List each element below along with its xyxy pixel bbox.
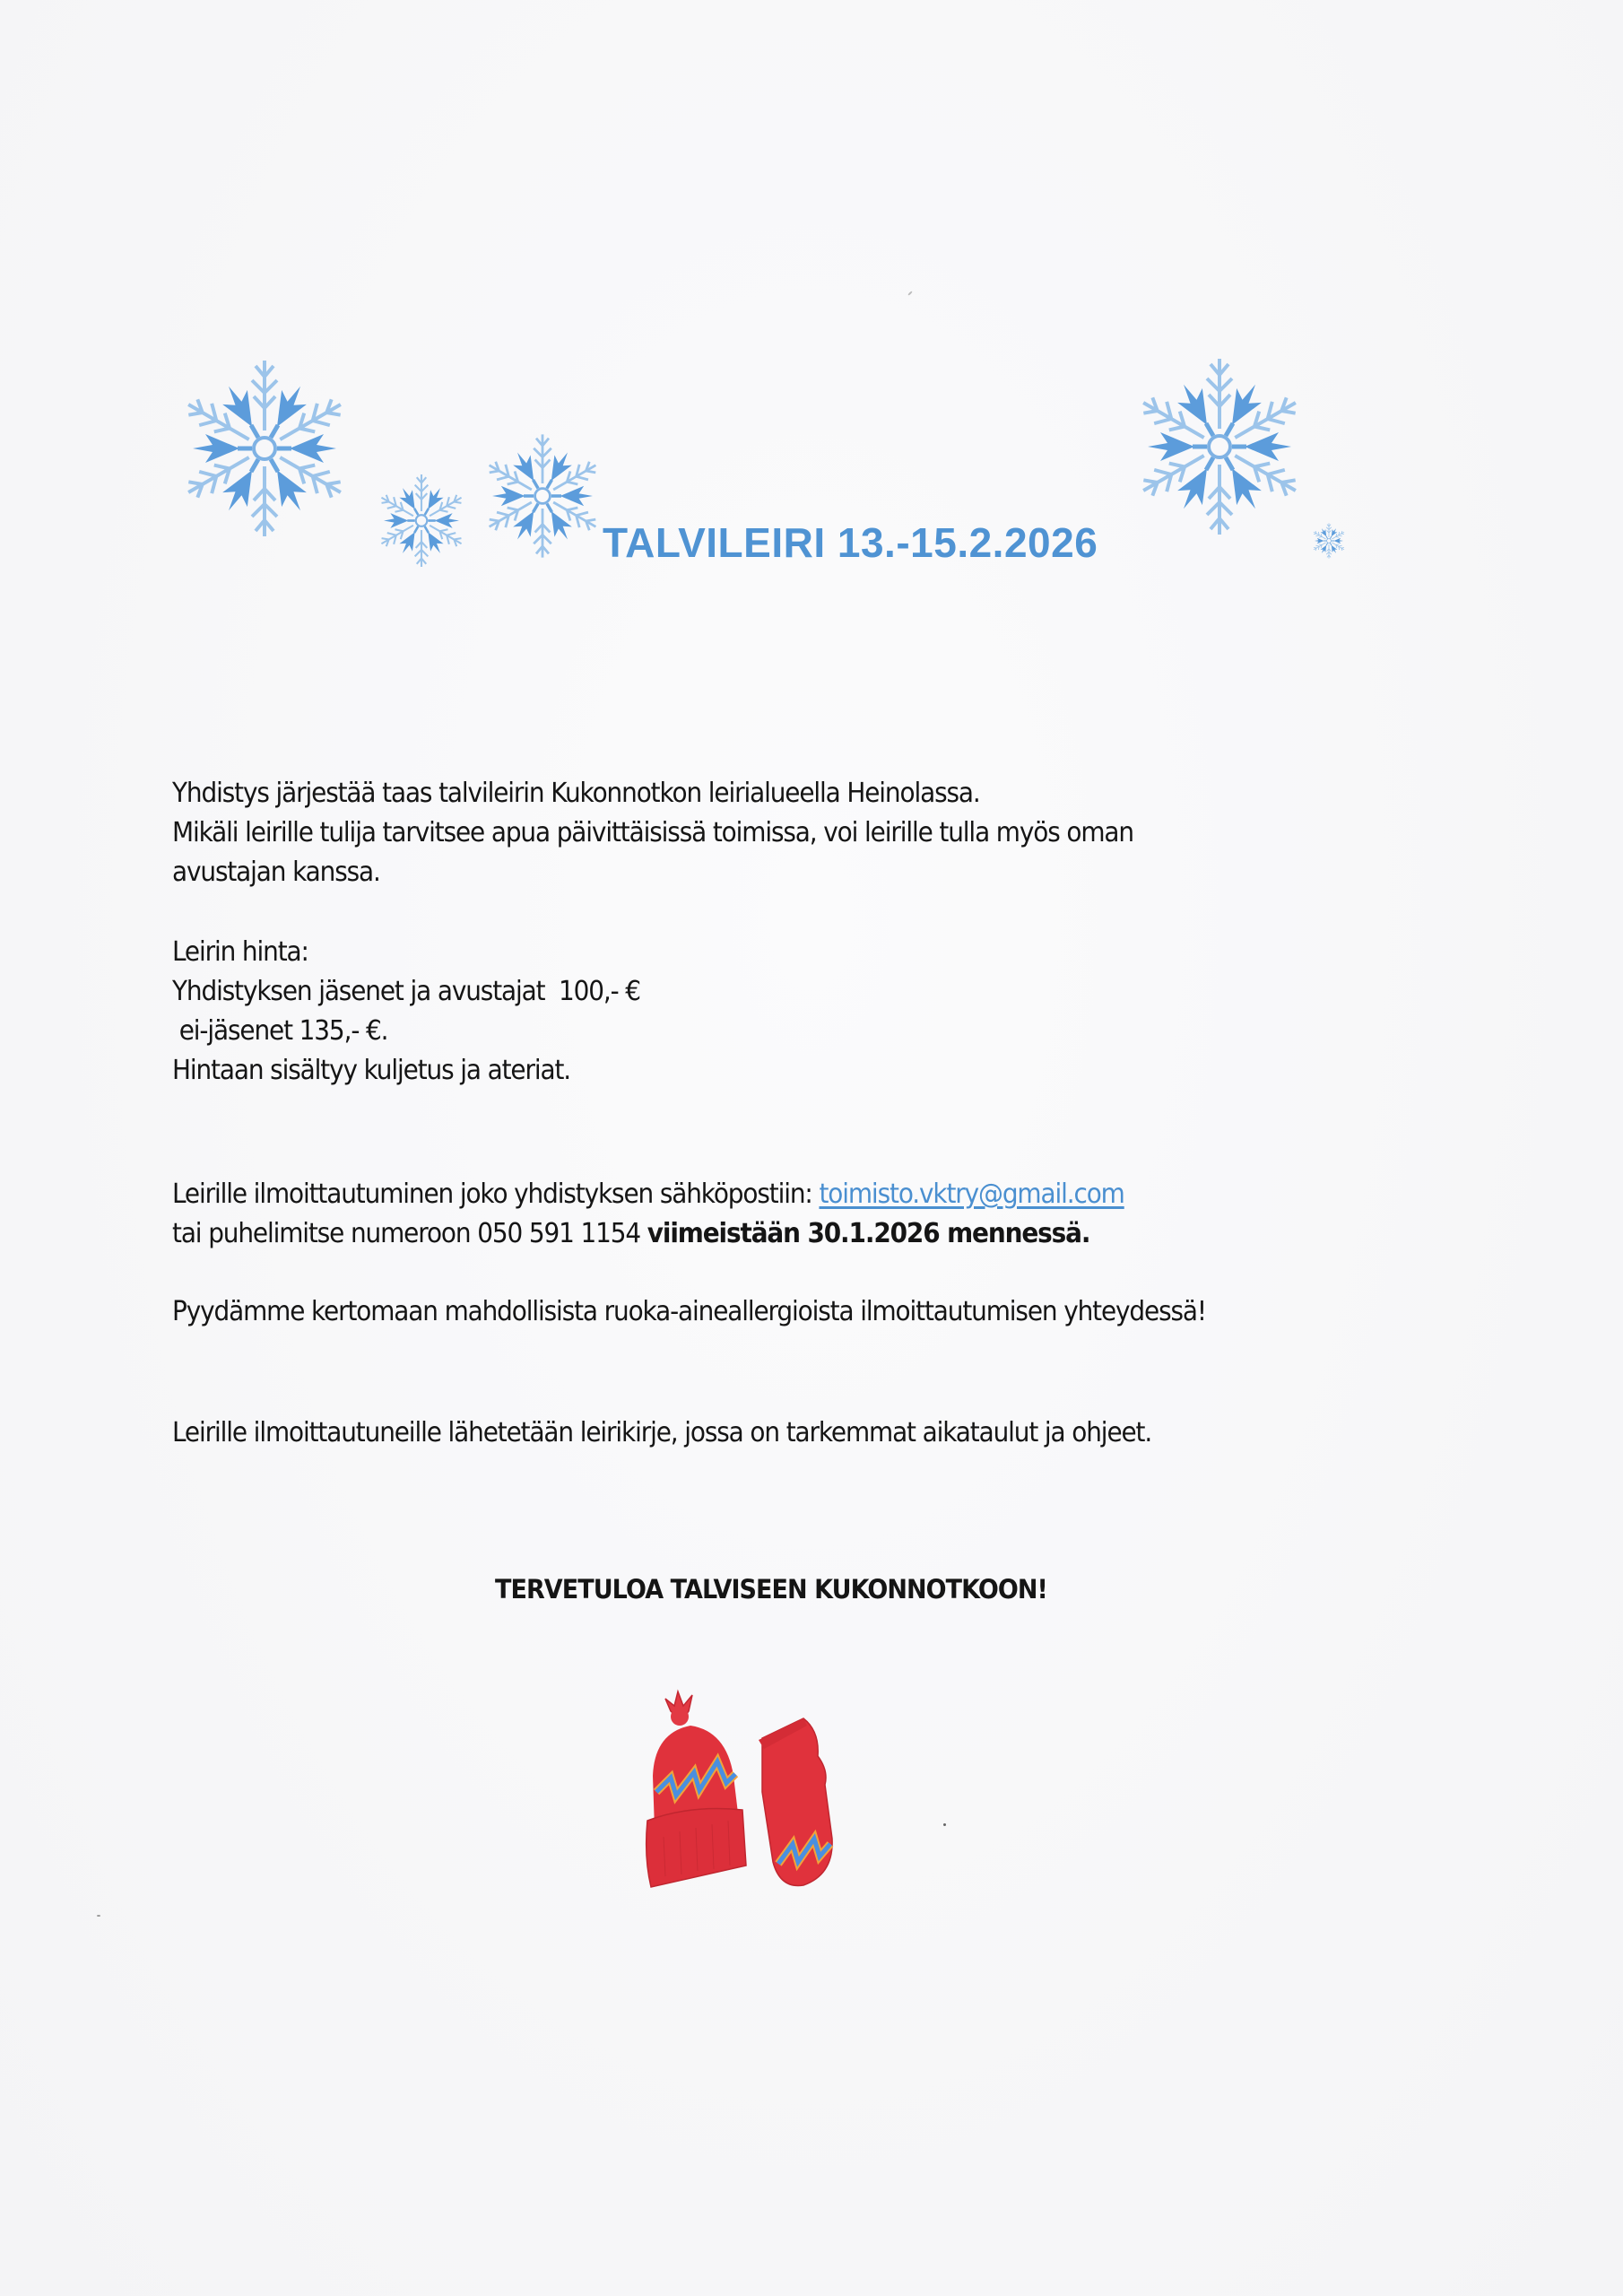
email-link[interactable]: toimisto.vktry@gmail.com — [819, 1178, 1124, 1210]
scan-speck — [943, 1823, 946, 1826]
snowflake-center — [535, 489, 551, 504]
snowflake-arm — [1232, 432, 1291, 461]
welcome-heading: TERVETULOA TALVISEEN KUKONNOTKOON! — [495, 1574, 1047, 1605]
letter-note — [172, 1413, 1151, 1453]
snowflake-arm — [1332, 538, 1343, 544]
snowflake-icon — [1130, 352, 1309, 541]
intro-line: avustajan kanssa. — [172, 857, 380, 888]
snowflake-arm — [384, 513, 415, 528]
intro-paragraph — [172, 774, 1133, 892]
scan-speck — [97, 1915, 100, 1917]
snowflake-icon — [372, 474, 471, 568]
snowflake-arm — [1326, 523, 1332, 537]
snowflake-arm — [415, 474, 429, 511]
phone-text: tai puhelimitse numeroon 050 591 1154 — [172, 1218, 647, 1249]
snowflake-arm — [415, 530, 429, 567]
snowflake-arm — [1315, 538, 1326, 544]
snowflake-center — [1209, 436, 1230, 457]
registration-section — [172, 1175, 1124, 1254]
snowflake-arms — [182, 361, 347, 536]
snowflake-arm — [277, 434, 336, 463]
snowflake-arm — [492, 486, 534, 506]
allergy-text: Pyydämme kertomaan mahdollisista ruoka-aineallergioista ilmoittautumisen yhteydessä! — [172, 1296, 1206, 1327]
snowflake-arms — [1137, 359, 1302, 535]
snowflake-arm — [1207, 359, 1232, 429]
snowflake-center — [416, 515, 428, 526]
winter-clothing-illustration — [628, 1686, 915, 1901]
snowflake-arm — [428, 513, 459, 528]
price-included: Hintaan sisältyy kuljetus ja ateriat. — [172, 1055, 571, 1086]
snowflake-arms — [1313, 523, 1346, 558]
price-members: Yhdistyksen jäsenet ja avustajat 100,- € — [172, 976, 640, 1007]
snowflake-arm — [252, 466, 277, 536]
intro-line: Yhdistys järjestää taas talvileirin Kukonnotkon leirialueella Heinolassa. — [172, 778, 980, 809]
intro-line: Mikäli leirille tulija tarvitsee apua päivittäisissä toimissa, voi leirille tulla myös oman — [172, 817, 1133, 848]
page-title: TALVILEIRI 13.-15.2.2026 — [603, 519, 1098, 566]
snowflake-arms — [378, 474, 464, 567]
mitten-icon — [759, 1718, 832, 1885]
price-non-members: ei-jäsenet 135,- €. — [172, 1015, 388, 1047]
scan-speck — [907, 291, 913, 296]
deadline-text: viimeistään 30.1.2026 mennessä. — [647, 1218, 1090, 1249]
letter-text: Leirille ilmoittautuneille lähetetään leirikirje, jossa on tarkemmat aikataulut ja ohjeet. — [172, 1417, 1152, 1448]
snowflake-arm — [534, 434, 551, 483]
registration-text: Leirille ilmoittautuminen joko yhdistyksen sähköpostiin: — [172, 1178, 820, 1210]
snowflake-icon — [1311, 523, 1347, 559]
pricing-section — [172, 933, 640, 1091]
snowflake-center — [254, 438, 275, 459]
registration-line — [172, 1214, 1124, 1254]
pricing-heading: Leirin hinta: — [172, 936, 308, 968]
snowflake-center — [1327, 539, 1332, 544]
registration-line — [172, 1175, 1124, 1214]
snowflake-arm — [1148, 432, 1207, 461]
snowflake-arm — [534, 509, 551, 558]
snowflake-arm — [1207, 465, 1232, 535]
allergy-note — [172, 1292, 1206, 1332]
snowflake-arm — [551, 486, 593, 506]
snowflake-arm — [1326, 544, 1332, 559]
snowflake-arms — [485, 434, 601, 557]
winter-hat-icon — [647, 1692, 746, 1887]
snowflake-icon — [175, 354, 354, 543]
snowflake-arm — [193, 434, 252, 463]
snowflake-icon — [480, 433, 605, 559]
snowflake-arm — [252, 361, 277, 430]
